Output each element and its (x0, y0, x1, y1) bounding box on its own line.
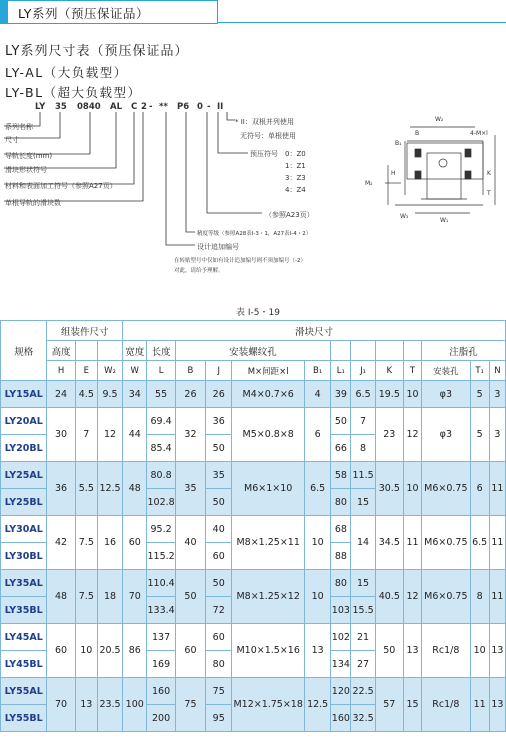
cell-h: 30 (47, 408, 75, 462)
table-row (1, 516, 506, 543)
cell-h: 70 (47, 678, 75, 732)
preload-ref: （参照A23页） (265, 211, 314, 219)
header-width: 宽度 (123, 341, 147, 361)
cell-j: 50 (206, 570, 232, 597)
preload-title: 预压符号 (250, 150, 278, 158)
table-row (1, 624, 506, 651)
cell-h: 48 (47, 570, 75, 624)
heading-bl: LY-BL（超大负载型） (5, 85, 142, 100)
cell-t1: 10 (470, 624, 489, 678)
cell-t: 12 (403, 570, 421, 624)
cell-j: 95 (206, 705, 232, 732)
cell-b1: 10 (305, 516, 331, 570)
cell-b1: 4 (305, 381, 331, 408)
cell-w2: 20.5 (97, 624, 122, 678)
footnote-2: 对此，请给予理解。 (174, 268, 224, 274)
cell-b: 40 (175, 516, 205, 570)
dimension-table (0, 320, 506, 732)
cell-model: LY25BL (1, 489, 47, 516)
cell-l: 160 (147, 678, 175, 705)
label-rail-length: 导轨长度(mm) (5, 152, 53, 160)
dim-w1: W₁ (440, 217, 449, 224)
table-caption: 表 Ⅰ-5・19 (236, 308, 280, 318)
table-body (1, 381, 506, 732)
cell-model: LY55BL (1, 705, 47, 732)
dim-h: H (391, 170, 396, 177)
cell-l1: 68 (331, 516, 351, 543)
cell-l: 55 (147, 381, 175, 408)
note-single-use: 无符号：单根使用 (240, 132, 296, 140)
label-block-shape: 滑块形状符号 (5, 166, 47, 174)
header-block: 滑块尺寸 (123, 321, 506, 341)
cell-model: LY45AL (1, 624, 47, 651)
dim-m2: M₂ (365, 180, 373, 187)
code-part-size: 35 (55, 102, 67, 112)
preload-item-1: 1：Z1 (285, 162, 306, 170)
sym-grease-hole: 安装孔 (422, 361, 470, 381)
cell-w: 100 (123, 678, 147, 732)
cell-w2: 16 (97, 516, 122, 570)
dim-w3: W₃ (400, 213, 409, 220)
cell-k: 19.5 (375, 381, 403, 408)
heading-dimension-table: LY系列尺寸表（预压保证品） (5, 44, 189, 59)
cell-t1: 11 (470, 678, 489, 732)
cell-j1: 32.5 (351, 705, 375, 732)
header-length: 长度 (147, 341, 175, 361)
accuracy-label: 精度等级（参照A28表Ⅰ-3・1，A27表Ⅰ-4・2） (197, 231, 312, 237)
cell-j1: 7 (351, 408, 375, 435)
cell-t1: 5 (470, 408, 489, 462)
cell-e: 10 (75, 624, 97, 678)
cell-m: M8×1.25×11 (232, 516, 305, 570)
section-title: LY系列（预压保证品） (18, 6, 149, 21)
cell-e: 5.5 (75, 462, 97, 516)
cell-j: 36 (206, 408, 232, 435)
header-height: 高度 (47, 341, 75, 361)
cell-model: LY15AL (1, 381, 47, 408)
cell-l1: 160 (331, 705, 351, 732)
cell-model: LY45BL (1, 651, 47, 678)
cell-t1: 6 (470, 462, 489, 516)
cell-grease-hole: Rc1/8 (422, 624, 470, 678)
cell-w: 86 (123, 624, 147, 678)
cell-w: 60 (123, 516, 147, 570)
cell-j: 75 (206, 678, 232, 705)
cell-l: 80.8 (147, 462, 175, 489)
cell-j1: 15 (351, 570, 375, 597)
header-grease: 注脂孔 (422, 341, 506, 361)
rail-cross-section-diagram (355, 105, 505, 225)
cell-b: 75 (175, 678, 205, 732)
cell-k: 23 (375, 408, 403, 462)
cell-h: 60 (47, 624, 75, 678)
design-code-label: 设计追加编号 (197, 243, 239, 251)
cell-w2: 18 (97, 570, 122, 624)
header-assembly: 组装件尺寸 (47, 321, 123, 341)
header-model: 规格 (1, 321, 47, 381)
cell-b1: 6.5 (305, 462, 331, 516)
cell-h: 24 (47, 381, 75, 408)
cell-m: M4×0.7×6 (232, 381, 305, 408)
cell-h: 36 (47, 462, 75, 516)
cell-w2: 12.5 (97, 462, 122, 516)
cell-h: 42 (47, 516, 75, 570)
code-part-material: C (131, 102, 138, 112)
cell-l1: 134 (331, 651, 351, 678)
preload-item-4: 4：Z4 (285, 186, 306, 194)
cell-j1: 14 (351, 516, 375, 570)
code-part-dash: - (149, 102, 153, 112)
cell-w: 44 (123, 408, 147, 462)
cell-l1: 88 (331, 543, 351, 570)
table-row (1, 381, 506, 408)
cell-j1: 6.5 (351, 381, 375, 408)
cell-l1: 102 (331, 624, 351, 651)
cell-l1: 80 (331, 489, 351, 516)
cell-grease-hole: φ3 (422, 408, 470, 462)
code-part-pair: II (217, 102, 224, 112)
sym-n: N (489, 361, 505, 381)
cell-model: LY35BL (1, 597, 47, 624)
cell-grease-hole: φ3 (422, 381, 470, 408)
dim-k: K (487, 170, 491, 177)
sym-h: H (47, 361, 75, 381)
cell-k: 50 (375, 624, 403, 678)
sym-l: L (147, 361, 175, 381)
header-mount-hole: 安装螺纹孔 (175, 341, 330, 361)
cell-w2: 12 (97, 408, 122, 462)
cell-l: 85.4 (147, 435, 175, 462)
cell-e: 7.5 (75, 570, 97, 624)
cell-model: LY35AL (1, 570, 47, 597)
note-pair-use: * II：双根并列使用 (235, 118, 294, 126)
cell-m: M5×0.8×8 (232, 408, 305, 462)
cell-b: 32 (175, 408, 205, 462)
cell-b1: 12.5 (305, 678, 331, 732)
label-material: 材料和表面加工符号（参照A27页） (5, 182, 117, 190)
cell-k: 34.5 (375, 516, 403, 570)
cell-t: 11 (403, 516, 421, 570)
cell-l: 115.2 (147, 543, 175, 570)
cell-j: 60 (206, 543, 232, 570)
dim-b1: B₁ (395, 140, 402, 147)
cell-n: 3 (489, 381, 505, 408)
cell-l1: 39 (331, 381, 351, 408)
sym-m: M×间距×l (232, 361, 305, 381)
cell-j: 72 (206, 597, 232, 624)
cell-l: 110.4 (147, 570, 175, 597)
code-part-length: 0840 (77, 102, 101, 112)
cell-t1: 6.5 (470, 516, 489, 570)
dim-b: B (415, 130, 420, 137)
cell-grease-hole: M6×0.75 (422, 570, 470, 624)
dim-m-l: 4-M×l (470, 130, 488, 137)
cell-b1: 10 (305, 570, 331, 624)
cell-t: 10 (403, 462, 421, 516)
cell-k: 57 (375, 678, 403, 732)
cell-model: LY25AL (1, 462, 47, 489)
cell-w: 70 (123, 570, 147, 624)
cell-k: 40.5 (375, 570, 403, 624)
sym-b1: B₁ (305, 361, 331, 381)
cell-b1: 13 (305, 624, 331, 678)
dim-t: T (487, 190, 491, 197)
code-part-design: ** (159, 102, 168, 112)
cell-e: 7 (75, 408, 97, 462)
cell-n: 11 (489, 570, 505, 624)
sym-j: J (206, 361, 232, 381)
cell-m: M12×1.75×18 (232, 678, 305, 732)
cell-t1: 8 (470, 570, 489, 624)
cell-j: 50 (206, 435, 232, 462)
cell-j: 60 (206, 624, 232, 651)
cell-j1: 21 (351, 624, 375, 651)
cell-j1: 27 (351, 651, 375, 678)
table-row (1, 408, 506, 435)
cell-j1: 11.5 (351, 462, 375, 489)
preload-item-0: 0：Z0 (285, 150, 306, 158)
cell-b: 60 (175, 624, 205, 678)
sym-w: W (123, 361, 147, 381)
sym-e: E (75, 361, 97, 381)
table-row (1, 678, 506, 705)
cell-w: 48 (123, 462, 147, 516)
cell-b1: 6 (305, 408, 331, 462)
cell-model: LY30BL (1, 543, 47, 570)
sym-j1: J₁ (351, 361, 375, 381)
cell-n: 11 (489, 516, 505, 570)
cell-j1: 15 (351, 489, 375, 516)
cell-k: 30.5 (375, 462, 403, 516)
code-part-preload: 0 (197, 102, 203, 112)
cell-b: 26 (175, 381, 205, 408)
label-size: 尺寸 (5, 136, 19, 144)
cell-t: 10 (403, 381, 421, 408)
cell-grease-hole: Rc1/8 (422, 678, 470, 732)
cell-j: 80 (206, 651, 232, 678)
cell-w2: 9.5 (97, 381, 122, 408)
cell-l: 69.4 (147, 408, 175, 435)
cell-l1: 80 (331, 570, 351, 597)
cell-l: 133.4 (147, 597, 175, 624)
cell-l1: 66 (331, 435, 351, 462)
cell-n: 13 (489, 678, 505, 732)
cell-w: 34 (123, 381, 147, 408)
cell-grease-hole: M6×0.75 (422, 462, 470, 516)
cell-j1: 22.5 (351, 678, 375, 705)
sym-t1: T₁ (470, 361, 489, 381)
cell-l: 169 (147, 651, 175, 678)
cell-t: 13 (403, 624, 421, 678)
cell-m: M6×1×10 (232, 462, 305, 516)
cell-l: 137 (147, 624, 175, 651)
cell-j: 40 (206, 516, 232, 543)
sym-k: K (375, 361, 403, 381)
sym-w2: W₂ (97, 361, 122, 381)
cell-model: LY30AL (1, 516, 47, 543)
cell-grease-hole: M6×0.75 (422, 516, 470, 570)
code-part-accuracy: P6 (177, 102, 190, 112)
cell-j1: 15.5 (351, 597, 375, 624)
heading-al: LY-AL（大负载型） (5, 65, 128, 80)
cell-w2: 23.5 (97, 678, 122, 732)
footnote-1: 在转贴型号中仅如有设计追加编号则不须加编号（-2） (174, 258, 306, 264)
cell-t: 12 (403, 408, 421, 462)
label-block-count: 单根导轨的滑块数 (5, 199, 61, 207)
cell-n: 13 (489, 624, 505, 678)
code-part-series: LY (35, 102, 46, 112)
cell-e: 13 (75, 678, 97, 732)
table-row (1, 462, 506, 489)
preload-item-3: 3：Z3 (285, 174, 306, 182)
cell-l1: 50 (331, 408, 351, 435)
cell-n: 3 (489, 408, 505, 462)
cell-l1: 120 (331, 678, 351, 705)
code-part-shape: AL (110, 102, 122, 112)
cell-n: 11 (489, 462, 505, 516)
cell-t1: 5 (470, 381, 489, 408)
cell-l: 95.2 (147, 516, 175, 543)
cell-j: 50 (206, 489, 232, 516)
cell-e: 4.5 (75, 381, 97, 408)
code-part-dash2: - (207, 102, 211, 112)
code-part-count: 2 (141, 102, 147, 112)
cell-l1: 103 (331, 597, 351, 624)
cell-b: 35 (175, 462, 205, 516)
cell-e: 7.5 (75, 516, 97, 570)
table-row (1, 570, 506, 597)
cell-t: 15 (403, 678, 421, 732)
cell-j1: 8 (351, 435, 375, 462)
sym-l1: L₁ (331, 361, 351, 381)
dim-w2: W₂ (435, 116, 444, 123)
cell-m: M8×1.25×12 (232, 570, 305, 624)
cell-l1: 58 (331, 462, 351, 489)
cell-model: LY55AL (1, 678, 47, 705)
cell-b: 50 (175, 570, 205, 624)
cell-l: 200 (147, 705, 175, 732)
sym-b: B (175, 361, 205, 381)
cell-j: 26 (206, 381, 232, 408)
cell-m: M10×1.5×16 (232, 624, 305, 678)
cell-model: LY20AL (1, 408, 47, 435)
cell-j: 35 (206, 462, 232, 489)
cell-model: LY20BL (1, 435, 47, 462)
cell-l: 102.8 (147, 489, 175, 516)
sym-t: T (403, 361, 421, 381)
label-series-name: 系列名称 (5, 123, 33, 131)
